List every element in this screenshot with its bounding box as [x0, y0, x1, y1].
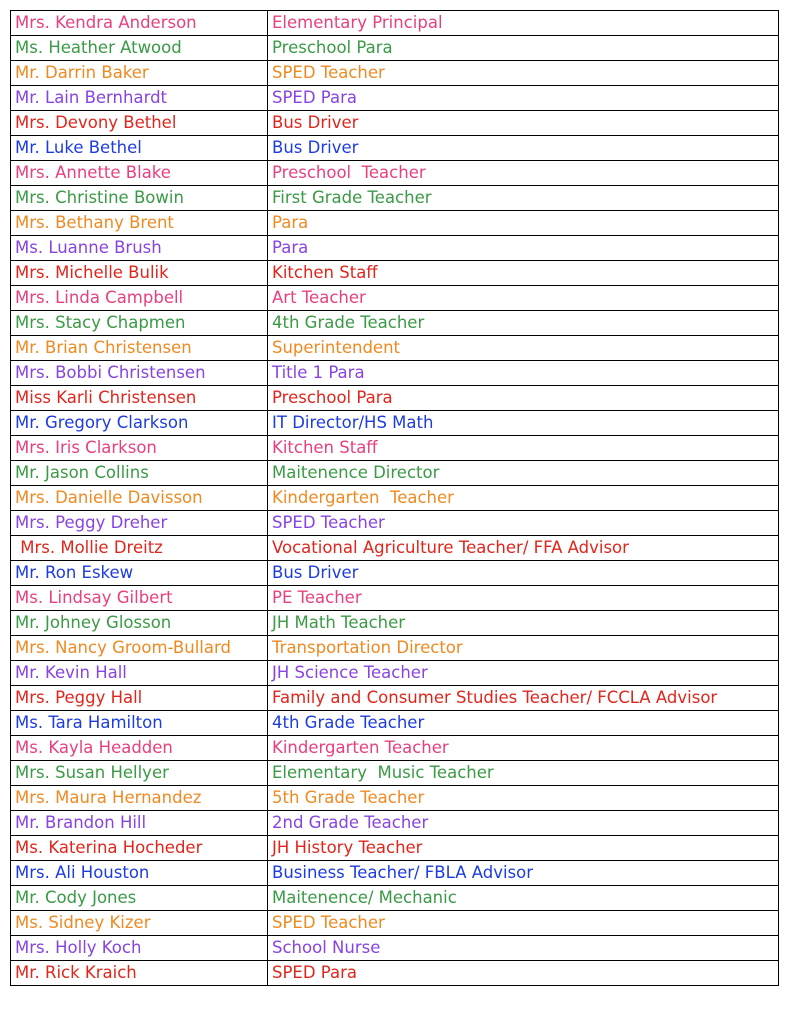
staff-name-cell[interactable]: Mr. Kevin Hall [11, 661, 268, 686]
staff-name-cell[interactable]: Mr. Lain Bernhardt [11, 86, 268, 111]
table-row [11, 336, 779, 361]
staff-role-cell[interactable]: Vocational Agriculture Teacher/ FFA Advisor [268, 536, 779, 561]
table-row [11, 711, 779, 736]
staff-role-cell[interactable]: SPED Para [268, 86, 779, 111]
staff-role-cell[interactable]: 4th Grade Teacher [268, 711, 779, 736]
staff-role-cell[interactable]: SPED Teacher [268, 61, 779, 86]
staff-name-cell[interactable]: Mr. Jason Collins [11, 461, 268, 486]
staff-name-cell[interactable]: Ms. Lindsay Gilbert [11, 586, 268, 611]
table-row [11, 461, 779, 486]
staff-name-cell[interactable]: Mr. Darrin Baker [11, 61, 268, 86]
staff-name-cell[interactable]: Ms. Luanne Brush [11, 236, 268, 261]
staff-role-cell[interactable]: SPED Para [268, 961, 779, 986]
staff-name-cell[interactable]: Mrs. Danielle Davisson [11, 486, 268, 511]
staff-role-cell[interactable]: IT Director/HS Math [268, 411, 779, 436]
staff-role-cell[interactable]: Kitchen Staff [268, 436, 779, 461]
staff-role-cell[interactable]: Business Teacher/ FBLA Advisor [268, 861, 779, 886]
staff-role-cell[interactable]: JH Science Teacher [268, 661, 779, 686]
staff-role-cell[interactable]: Kindergarten Teacher [268, 486, 779, 511]
table-row [11, 86, 779, 111]
staff-name-cell[interactable]: Mrs. Michelle Bulik [11, 261, 268, 286]
table-row [11, 786, 779, 811]
staff-role-cell[interactable]: Bus Driver [268, 136, 779, 161]
staff-name-cell[interactable]: Mrs. Peggy Dreher [11, 511, 268, 536]
staff-role-cell[interactable]: 5th Grade Teacher [268, 786, 779, 811]
staff-role-cell[interactable]: PE Teacher [268, 586, 779, 611]
staff-role-cell[interactable]: Preschool Para [268, 386, 779, 411]
table-row [11, 436, 779, 461]
staff-role-cell[interactable]: JH Math Teacher [268, 611, 779, 636]
staff-name-cell[interactable]: Ms. Kayla Headden [11, 736, 268, 761]
staff-name-cell[interactable]: Mr. Cody Jones [11, 886, 268, 911]
table-row [11, 411, 779, 436]
table-row [11, 161, 779, 186]
staff-role-cell[interactable]: JH History Teacher [268, 836, 779, 861]
table-row [11, 761, 779, 786]
staff-role-cell[interactable]: Kindergarten Teacher [268, 736, 779, 761]
table-row [11, 361, 779, 386]
table-row [11, 286, 779, 311]
staff-role-cell[interactable]: Maitenence Director [268, 461, 779, 486]
staff-role-cell[interactable]: Superintendent [268, 336, 779, 361]
staff-name-cell[interactable]: Mr. Gregory Clarkson [11, 411, 268, 436]
staff-name-cell[interactable]: Mrs. Ali Houston [11, 861, 268, 886]
staff-role-cell[interactable]: School Nurse [268, 936, 779, 961]
staff-role-cell[interactable]: Maitenence/ Mechanic [268, 886, 779, 911]
staff-role-cell[interactable]: Bus Driver [268, 111, 779, 136]
table-row [11, 636, 779, 661]
table-row [11, 311, 779, 336]
table-row [11, 836, 779, 861]
staff-role-cell[interactable]: 2nd Grade Teacher [268, 811, 779, 836]
staff-name-cell[interactable]: Mr. Luke Bethel [11, 136, 268, 161]
staff-name-cell[interactable]: Mrs. Christine Bowin [11, 186, 268, 211]
staff-name-cell[interactable]: Mr. Johney Glosson [11, 611, 268, 636]
table-row [11, 211, 779, 236]
staff-name-cell[interactable]: Mr. Rick Kraich [11, 961, 268, 986]
staff-role-cell[interactable]: Para [268, 236, 779, 261]
table-row [11, 36, 779, 61]
table-row [11, 386, 779, 411]
table-row [11, 261, 779, 286]
staff-name-cell[interactable]: Mrs. Linda Campbell [11, 286, 268, 311]
table-row [11, 886, 779, 911]
staff-name-cell[interactable]: Ms. Heather Atwood [11, 36, 268, 61]
table-row [11, 911, 779, 936]
staff-role-cell[interactable]: Elementary Principal [268, 11, 779, 36]
staff-name-cell[interactable]: Mrs. Annette Blake [11, 161, 268, 186]
table-row [11, 236, 779, 261]
staff-role-cell[interactable]: SPED Teacher [268, 911, 779, 936]
table-row [11, 661, 779, 686]
staff-role-cell[interactable]: Bus Driver [268, 561, 779, 586]
staff-role-cell[interactable]: Title 1 Para [268, 361, 779, 386]
staff-role-cell[interactable]: Preschool Para [268, 36, 779, 61]
staff-role-cell[interactable]: Family and Consumer Studies Teacher/ FCCLA Advisor [268, 686, 779, 711]
staff-table-body [11, 11, 779, 986]
staff-name-cell[interactable]: Mrs. Devony Bethel [11, 111, 268, 136]
staff-table [10, 10, 779, 986]
staff-role-cell[interactable]: SPED Teacher [268, 511, 779, 536]
table-row [11, 861, 779, 886]
staff-name-cell[interactable]: Mrs. Kendra Anderson [11, 11, 268, 36]
staff-name-cell[interactable]: Mrs. Iris Clarkson [11, 436, 268, 461]
staff-name-cell[interactable]: Mr. Ron Eskew [11, 561, 268, 586]
staff-role-cell[interactable]: 4th Grade Teacher [268, 311, 779, 336]
staff-role-cell[interactable]: Transportation Director [268, 636, 779, 661]
table-row [11, 961, 779, 986]
table-row [11, 186, 779, 211]
staff-name-cell[interactable]: Mrs. Susan Hellyer [11, 761, 268, 786]
table-row [11, 686, 779, 711]
table-row [11, 936, 779, 961]
staff-name-cell[interactable]: Mrs. Nancy Groom-Bullard [11, 636, 268, 661]
table-row [11, 586, 779, 611]
staff-name-cell[interactable]: Mrs. Stacy Chapmen [11, 311, 268, 336]
staff-name-cell[interactable]: Mrs. Maura Hernandez [11, 786, 268, 811]
table-row [11, 511, 779, 536]
table-row [11, 611, 779, 636]
staff-name-cell[interactable]: Ms. Katerina Hocheder [11, 836, 268, 861]
staff-name-cell[interactable]: Mrs. Peggy Hall [11, 686, 268, 711]
staff-role-cell[interactable]: Preschool Teacher [268, 161, 779, 186]
staff-name-cell[interactable]: Mrs. Holly Koch [11, 936, 268, 961]
staff-role-cell[interactable]: Elementary Music Teacher [268, 761, 779, 786]
table-row [11, 561, 779, 586]
table-row [11, 811, 779, 836]
staff-role-cell[interactable]: Para [268, 211, 779, 236]
table-row [11, 536, 779, 561]
table-row [11, 61, 779, 86]
staff-name-cell[interactable]: Miss Karli Christensen [11, 386, 268, 411]
staff-name-cell[interactable]: Mrs. Bethany Brent [11, 211, 268, 236]
staff-role-cell[interactable]: First Grade Teacher [268, 186, 779, 211]
staff-name-cell[interactable]: Mr. Brandon Hill [11, 811, 268, 836]
table-row [11, 11, 779, 36]
staff-name-cell[interactable]: Mrs. Bobbi Christensen [11, 361, 268, 386]
staff-name-cell[interactable]: Mrs. Mollie Dreitz [11, 536, 268, 561]
staff-role-cell[interactable]: Art Teacher [268, 286, 779, 311]
staff-name-cell[interactable]: Ms. Tara Hamilton [11, 711, 268, 736]
table-row [11, 486, 779, 511]
table-row [11, 736, 779, 761]
table-row [11, 111, 779, 136]
staff-name-cell[interactable]: Ms. Sidney Kizer [11, 911, 268, 936]
table-row [11, 136, 779, 161]
staff-name-cell[interactable]: Mr. Brian Christensen [11, 336, 268, 361]
staff-role-cell[interactable]: Kitchen Staff [268, 261, 779, 286]
